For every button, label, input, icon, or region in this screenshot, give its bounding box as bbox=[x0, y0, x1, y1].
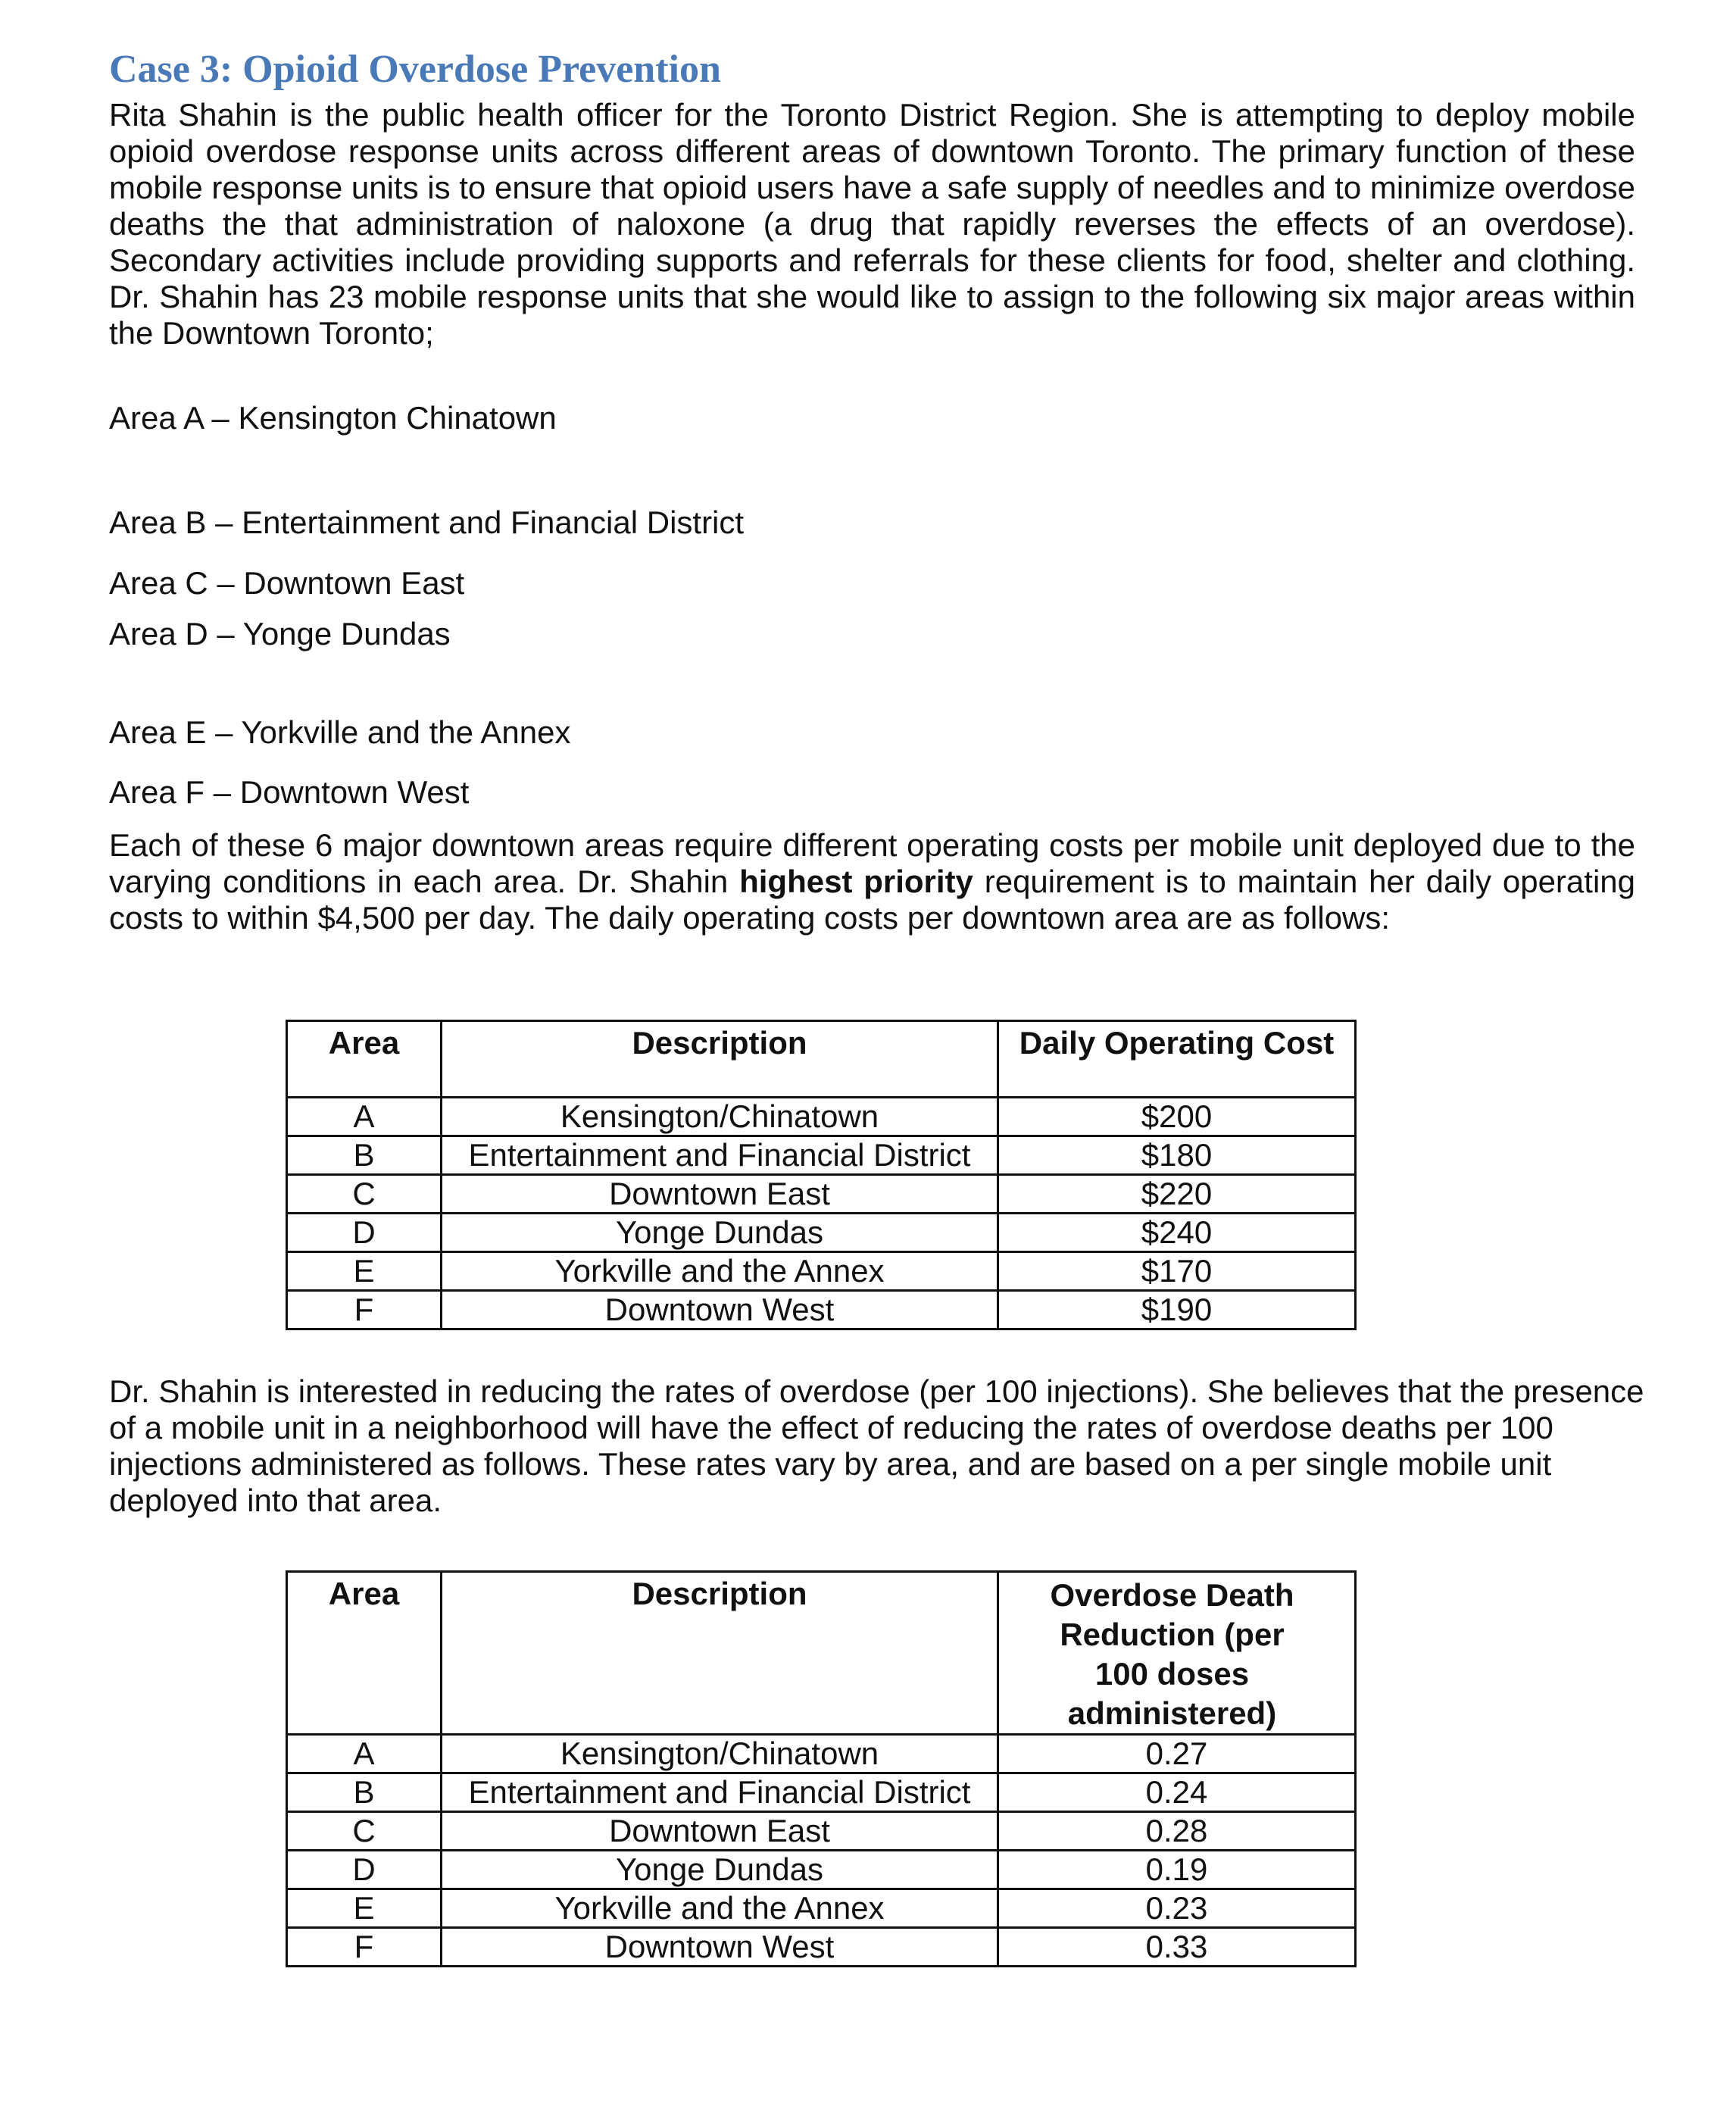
column-header-daily-operating-cost: Daily Operating Cost bbox=[998, 1021, 1356, 1098]
table-row bbox=[287, 1773, 1356, 1812]
cell-cost: $170 bbox=[998, 1252, 1356, 1291]
cell-area: F bbox=[287, 1928, 442, 1967]
cost-paragraph-text-start: Each of these 6 major downtown areas require different operating costs per mobile unit deployed due to the varying conditions in each area. Dr. Shahin bbox=[109, 827, 1635, 899]
column-header-area: Area bbox=[287, 1572, 442, 1735]
cell-reduction: 0.24 bbox=[998, 1773, 1356, 1812]
table-row bbox=[287, 1851, 1356, 1889]
area-d-line: Area D – Yonge Dundas bbox=[109, 616, 451, 651]
area-c-line: Area C – Downtown East bbox=[109, 565, 465, 601]
cell-description: Downtown East bbox=[442, 1812, 998, 1851]
cell-reduction: 0.27 bbox=[998, 1735, 1356, 1773]
cell-area: E bbox=[287, 1889, 442, 1928]
cell-cost: $200 bbox=[998, 1098, 1356, 1136]
cell-description: Downtown West bbox=[442, 1928, 998, 1967]
table-row bbox=[287, 1291, 1356, 1329]
table-row bbox=[287, 1735, 1356, 1773]
cell-cost: $190 bbox=[998, 1291, 1356, 1329]
table-header-row bbox=[287, 1021, 1356, 1098]
cell-area: F bbox=[287, 1291, 442, 1329]
cell-reduction: 0.28 bbox=[998, 1812, 1356, 1851]
column-header-description: Description bbox=[442, 1021, 998, 1098]
cell-area: D bbox=[287, 1214, 442, 1252]
highest-priority-emphasis: highest priority bbox=[739, 864, 973, 899]
cell-reduction: 0.33 bbox=[998, 1928, 1356, 1967]
cell-description: Yonge Dundas bbox=[442, 1214, 998, 1252]
table-row bbox=[287, 1214, 1356, 1252]
cell-cost: $240 bbox=[998, 1214, 1356, 1252]
table-header-row bbox=[287, 1572, 1356, 1735]
reduction-paragraph: Dr. Shahin is interested in reducing the rates of overdose (per 100 injections). She believes that the presence of a mobile unit in a neighborhood will have the effect of reducing the rates of overdose deaths per 100 injections administered as follows. These rates vary by area, and are based on a per single mobile unit deployed into that area. bbox=[109, 1373, 1644, 1518]
area-e-line: Area E – Yorkville and the Annex bbox=[109, 714, 571, 750]
table-row bbox=[287, 1136, 1356, 1175]
cell-description: Downtown East bbox=[442, 1175, 998, 1214]
cell-description: Yorkville and the Annex bbox=[442, 1252, 998, 1291]
cell-area: E bbox=[287, 1252, 442, 1291]
area-f-line: Area F – Downtown West bbox=[109, 774, 470, 810]
cell-reduction: 0.23 bbox=[998, 1889, 1356, 1928]
table-row bbox=[287, 1812, 1356, 1851]
cell-cost: $220 bbox=[998, 1175, 1356, 1214]
operating-cost-table bbox=[286, 1020, 1357, 1330]
cell-area: A bbox=[287, 1735, 442, 1773]
column-header-description: Description bbox=[442, 1572, 998, 1735]
intro-paragraph: Rita Shahin is the public health officer for the Toronto District Region. She is attempting to deploy mobile opioid overdose response units across different areas of downtown Toronto. The primary function of these mobile response units is to ensure that opioid users have a safe supply of needles and to minimize overdose deaths the that administration of naloxone (a drug that rapidly reverses the effects of an overdose). Secondary activities include providing supports and referrals for these clients for food, shelter and clothing. Dr. Shahin has 23 mobile response units that she would like to assign to the following six major areas within the Downtown Toronto; bbox=[109, 97, 1635, 351]
cell-area: C bbox=[287, 1812, 442, 1851]
overdose-reduction-table bbox=[286, 1570, 1357, 1967]
cell-area: B bbox=[287, 1136, 442, 1175]
area-b-line: Area B – Entertainment and Financial District bbox=[109, 505, 745, 540]
column-header-overdose-death-reduction: Overdose Death Reduction (per 100 doses administered) bbox=[998, 1572, 1356, 1735]
cell-description: Kensington/Chinatown bbox=[442, 1098, 998, 1136]
cell-description: Yorkville and the Annex bbox=[442, 1889, 998, 1928]
table-row bbox=[287, 1889, 1356, 1928]
cell-area: A bbox=[287, 1098, 442, 1136]
cell-area: D bbox=[287, 1851, 442, 1889]
cell-description: Downtown West bbox=[442, 1291, 998, 1329]
cell-area: C bbox=[287, 1175, 442, 1214]
cost-paragraph-text-end: requirement is to maintain her daily operating costs to within $4,500 per day. The daily operating costs per downtown area are as follows: bbox=[109, 864, 1635, 936]
cell-area: B bbox=[287, 1773, 442, 1812]
cell-description: Yonge Dundas bbox=[442, 1851, 998, 1889]
cell-description: Kensington/Chinatown bbox=[442, 1735, 998, 1773]
case-title: Case 3: Opioid Overdose Prevention bbox=[109, 48, 721, 91]
table-row bbox=[287, 1252, 1356, 1291]
column-header-area: Area bbox=[287, 1021, 442, 1098]
table-row bbox=[287, 1098, 1356, 1136]
area-a-line: Area A – Kensington Chinatown bbox=[109, 400, 557, 436]
cost-paragraph bbox=[109, 827, 1635, 936]
cell-reduction: 0.19 bbox=[998, 1851, 1356, 1889]
table-row bbox=[287, 1928, 1356, 1967]
cell-description: Entertainment and Financial District bbox=[442, 1773, 998, 1812]
cell-description: Entertainment and Financial District bbox=[442, 1136, 998, 1175]
cell-cost: $180 bbox=[998, 1136, 1356, 1175]
table-row bbox=[287, 1175, 1356, 1214]
